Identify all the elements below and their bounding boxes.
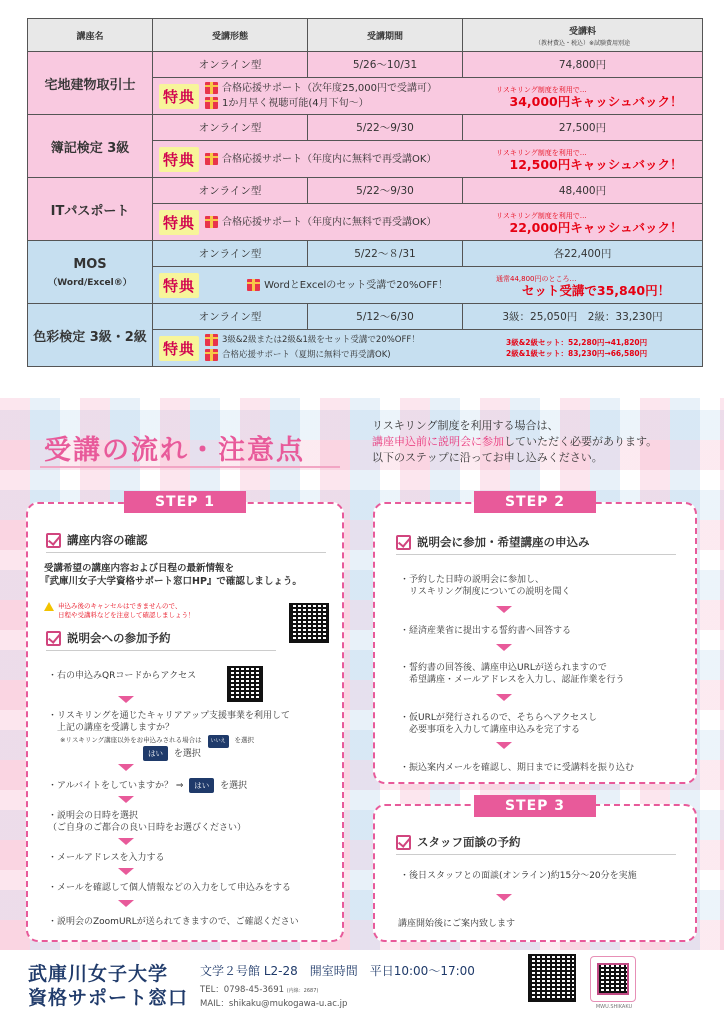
step2-item: リスキリング制度についての説明を聞く <box>400 587 571 597</box>
gift-icon <box>205 216 218 228</box>
course-fee: 27,500円 <box>463 115 703 141</box>
perk-note: リスキリング制度を利用で… <box>496 149 587 157</box>
step1-item: （ご自身のご都合の良い日時をお選びください） <box>48 823 247 833</box>
step1-item: ・リスキリングを通じたキャリアアップ支援事業を利用して <box>48 711 291 721</box>
perk-highlight: 22,000円キャッシュバック！ <box>509 220 683 235</box>
course-period: 5/22〜9/30 <box>308 115 463 141</box>
step3-item: ・後日スタッフとの面談(オンライン)約15分〜20分を実施 <box>400 871 637 881</box>
warning-note <box>44 602 195 620</box>
course-row <box>28 241 703 267</box>
course-fee: 3級：25,050円 2級：33,230円 <box>463 304 703 330</box>
course-table <box>27 18 703 367</box>
perk-highlight: 34,000円キャッシュバック！ <box>509 94 683 109</box>
step1-item: ・メールアドレスを入力する <box>48 853 165 863</box>
perk-text: 合格応援サポート（年度内に無料で再受講OK） <box>222 216 437 228</box>
step1-item <box>48 778 247 793</box>
header-fee <box>463 19 703 52</box>
org-line1: 武庫川女子大学 <box>28 963 169 985</box>
course-fee: 48,400円 <box>463 178 703 204</box>
step1-desc2: 『武庫川女子大学資格サポート窓口HP』で確認しましょう。 <box>40 576 302 587</box>
perk-set: 2級&1級セット：83,230円→66,580円 <box>506 349 648 358</box>
down-arrow-icon <box>118 868 134 875</box>
step1-note-suffix: を選択 <box>234 736 254 744</box>
step1-choice-suffix: を選択 <box>173 749 201 759</box>
course-name <box>28 241 153 304</box>
down-arrow-icon <box>496 606 512 613</box>
gift-icon <box>205 349 218 361</box>
tel-ext: (内線：2687) <box>286 988 319 994</box>
iie-button: いいえ <box>208 735 229 748</box>
tokuten-badge: 特典 <box>159 210 199 235</box>
divider <box>46 552 326 553</box>
footer-qr-code[interactable] <box>528 954 576 1002</box>
course-name: ITパスポート <box>28 178 153 241</box>
table-header-row <box>28 19 703 52</box>
perk-note: リスキリング制度を利用で… <box>496 212 587 220</box>
header-period: 受講期間 <box>308 19 463 52</box>
down-arrow-icon <box>496 742 512 749</box>
course-name-sub: （Word/Excel®） <box>48 277 132 288</box>
down-arrow-icon <box>118 696 134 703</box>
course-fee: 各22,400円 <box>463 241 703 267</box>
step1-head1-text: 講座内容の確認 <box>67 533 148 547</box>
step2-head-text: 説明会に参加・希望講座の申込み <box>417 535 590 549</box>
step1-head1 <box>46 532 148 548</box>
step1-item: ・右の申込みQRコードからアクセス <box>48 671 197 681</box>
divider <box>46 650 276 651</box>
divider <box>396 554 676 555</box>
gift-icon <box>247 279 260 291</box>
course-fee: 74,800円 <box>463 52 703 78</box>
step2-head <box>396 534 590 550</box>
step3-label: STEP 3 <box>474 795 596 817</box>
hp-qr-code[interactable] <box>289 603 329 643</box>
office-location: 文学２号館 L2-28 開室時間 平日10:00〜17:00 <box>200 964 475 978</box>
step3-head-text: スタッフ面談の予約 <box>417 835 521 849</box>
course-row <box>28 115 703 141</box>
instagram-qr-code[interactable] <box>590 956 636 1002</box>
course-period: 5/22〜9/30 <box>308 178 463 204</box>
contact-info <box>200 984 347 1011</box>
course-period: 5/12〜6/30 <box>308 304 463 330</box>
course-perk <box>153 330 703 367</box>
divider <box>396 854 676 855</box>
footer <box>0 950 724 1024</box>
hai-button: はい <box>143 746 168 761</box>
step3-head <box>396 834 521 850</box>
intro-line1: リスキリング制度を利用する場合は、 <box>372 419 559 432</box>
perk-highlight: 12,500円キャッシュバック！ <box>509 157 683 172</box>
step1-item-text: ・アルバイトをしていますか？ ⇒ <box>48 781 184 791</box>
step2-item: ・振込案内メールを確認し、期日までに受講料を振り込む <box>400 763 634 773</box>
tokuten-badge: 特典 <box>159 84 199 109</box>
perk-note: 通常44,800円のところ… <box>496 275 577 283</box>
mail[interactable]: MAIL：shikaku@mukogawa-u.ac.jp <box>200 999 348 1009</box>
perk-set: 3級&2級セット：52,280円→41,820円 <box>506 338 648 347</box>
down-arrow-icon <box>118 900 134 907</box>
apply-qr-code[interactable] <box>227 666 263 702</box>
course-format: オンライン型 <box>153 178 308 204</box>
step1-item: ・説明会の日時を選択 <box>48 811 139 821</box>
flow-title: 受講の流れ・注意点 <box>44 435 305 466</box>
org-line2: 資格サポート窓口 <box>28 987 189 1009</box>
tokuten-badge: 特典 <box>159 147 199 172</box>
tel: TEL：0798-45-3691 <box>200 985 285 995</box>
header-name: 講座名 <box>28 19 153 52</box>
gift-icon <box>205 97 218 109</box>
intro-text <box>372 418 712 466</box>
course-name-main: MOS <box>73 256 107 272</box>
hai-button: はい <box>189 778 214 793</box>
course-row <box>28 52 703 78</box>
step2-item: 必要事項を入力して講座申込みを完了する <box>400 725 581 735</box>
perk-highlight: セット受講で35,840円！ <box>521 283 671 298</box>
step1-label: STEP 1 <box>124 491 246 513</box>
step3-closing: 講座開始後にご案内致します <box>398 919 516 929</box>
checkbox-icon <box>396 535 411 550</box>
warn-line1: 申込み後のキャンセルはできませんので、 <box>58 602 182 610</box>
course-perk <box>153 267 703 304</box>
course-period: 5/22〜８/31 <box>308 241 463 267</box>
perk-text: 合格応援サポート（夏期に無料で再受講OK) <box>222 350 391 360</box>
course-format: オンライン型 <box>153 115 308 141</box>
gift-icon <box>205 334 218 346</box>
organization-name <box>28 962 188 1010</box>
down-arrow-icon <box>496 694 512 701</box>
perk-text: 3級&2級または2級&1級をセット受講で20%OFF！ <box>222 335 420 345</box>
step1-note-text: ※リスキリング講座以外をお申込みされる場合は <box>60 736 202 744</box>
down-arrow-icon <box>496 644 512 651</box>
down-arrow-icon <box>118 764 134 771</box>
step1-head2 <box>46 630 171 646</box>
course-perk <box>153 204 703 241</box>
down-arrow-icon <box>118 796 134 803</box>
course-period: 5/26〜10/31 <box>308 52 463 78</box>
down-arrow-icon <box>118 838 134 845</box>
step1-item-suffix: を選択 <box>220 781 248 791</box>
warning-icon <box>44 602 54 611</box>
title-underline <box>40 466 340 468</box>
checkbox-icon <box>46 533 61 548</box>
course-format: オンライン型 <box>153 241 308 267</box>
gift-icon <box>205 82 218 94</box>
gift-icon <box>205 153 218 165</box>
course-name: 簿記検定 3級 <box>28 115 153 178</box>
down-arrow-icon <box>496 894 512 901</box>
perk-text: 合格応援サポート（次年度25,000円で受講可） <box>222 83 438 94</box>
intro-highlight: 講座申込前に説明会に参加 <box>372 435 504 448</box>
step2-label: STEP 2 <box>474 491 596 513</box>
perk-text: 1か月早く視聴可能(4月下旬〜） <box>222 98 369 109</box>
perk-note: リスキリング制度を利用で… <box>496 86 587 94</box>
course-row <box>28 178 703 204</box>
step1-head2-text: 説明会への参加予約 <box>67 631 171 645</box>
instagram-qr-pattern <box>597 963 629 995</box>
warn-line2: 日程や受講料などを注意して確認しましょう！ <box>58 611 195 619</box>
course-perk <box>153 141 703 178</box>
step2-item: ・経済産業省に提出する誓約書へ回答する <box>400 626 572 636</box>
checkbox-icon <box>396 835 411 850</box>
course-name: 宅地建物取引士 <box>28 52 153 115</box>
tokuten-badge: 特典 <box>159 336 199 361</box>
intro-line2: していただく必要があります。 <box>504 435 658 448</box>
step1-choice <box>140 746 201 761</box>
intro-line3: 以下のステップに沿ってお申し込みください。 <box>372 451 603 464</box>
course-name: 色彩検定 3級・2級 <box>28 304 153 367</box>
flow-section <box>0 398 724 950</box>
step2-item: ・誓約書の回答後、講座申込URLが送られますので <box>400 663 607 673</box>
tokuten-badge: 特典 <box>159 273 199 298</box>
instagram-label: MWU.SHIKAKU <box>595 1004 633 1010</box>
step2-item: ・仮URLが発行されるので、そちらへアクセスし <box>400 713 598 723</box>
perk-text: 合格応援サポート（年度内に無料で再受講OK） <box>222 153 437 165</box>
perk-text: WordとExcelのセット受講で20%OFF！ <box>264 279 448 291</box>
step1-item: ・メールを確認して個人情報などの入力をして申込みをする <box>48 883 291 893</box>
course-perk <box>153 78 703 115</box>
step1-item: ・説明会のZoomURLが送られてきますので、ご確認ください <box>48 917 299 927</box>
course-format: オンライン型 <box>153 304 308 330</box>
header-format: 受講形態 <box>153 19 308 52</box>
header-fee-note: （教材費込・税込）※試験費用別途 <box>534 39 631 47</box>
course-row <box>28 304 703 330</box>
step1-item: 上記の講座を受講しますか？ <box>48 723 175 733</box>
step1-desc1: 受講希望の講座内容および日程の最新情報を <box>44 563 235 574</box>
step2-item: 希望講座・メールアドレスを入力し、認証作業を行う <box>400 675 625 685</box>
checkbox-icon <box>46 631 61 646</box>
header-fee-label: 受講料 <box>568 26 596 37</box>
course-format: オンライン型 <box>153 52 308 78</box>
step2-item: ・予約した日時の説明会に参加し、 <box>400 575 545 585</box>
